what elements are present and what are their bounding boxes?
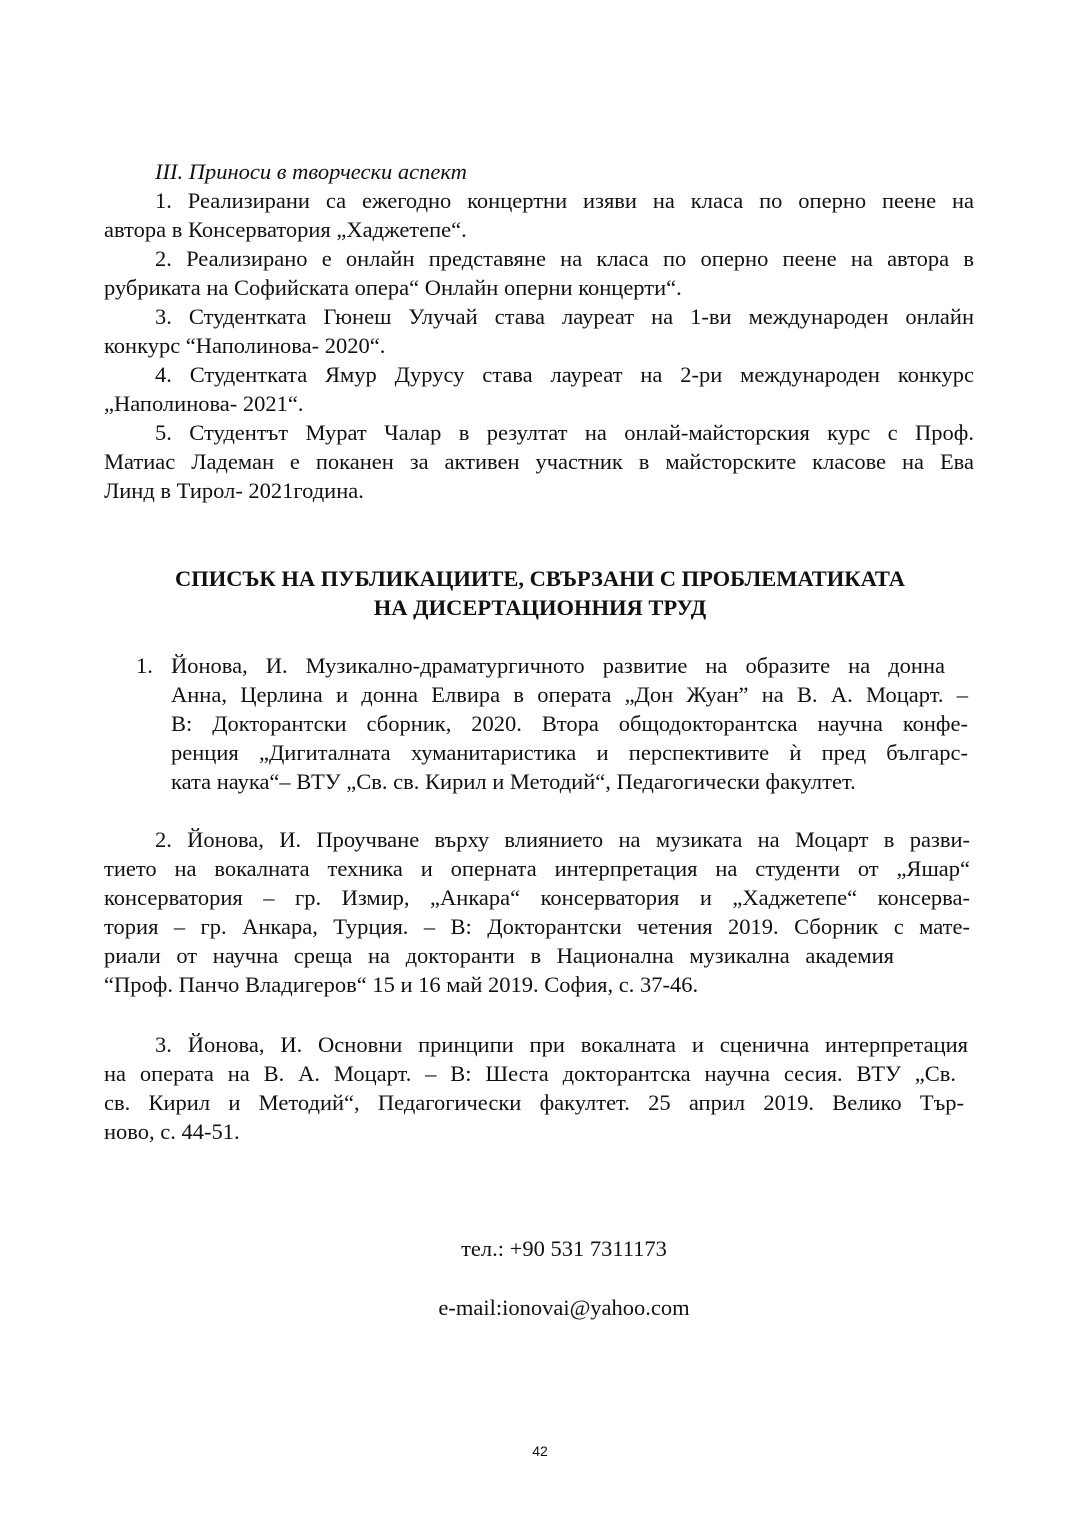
contribution-2-line-1: 2. Реализирано е онлайн представяне на класа по оперно пеене на автора в — [155, 246, 974, 271]
contribution-5-line-1: 5. Студентът Мурат Чалар в резултат на онлай-майсторския курс с Проф. — [155, 420, 974, 445]
publication-2-line-5: риали от научна среща на докторанти в Национална музикална академия — [104, 943, 894, 968]
contribution-1-line-2: автора в Консерватория „Хаджетепе“. — [104, 217, 467, 242]
contribution-3-line-2: конкурс “Наполинова- 2020“. — [104, 333, 386, 358]
contribution-4-line-1: 4. Студентката Ямур Дурусу става лауреат на 2-ри международен конкурс — [155, 362, 974, 387]
publications-title-line-1: СПИСЪК НА ПУБЛИКАЦИИТЕ, СВЪРЗАНИ С ПРОБЛЕМАТИКАТА — [174, 566, 906, 591]
publication-3-line-1: 3. Йонова, И. Основни принципи при вокалната и сценична интерпретация — [155, 1032, 968, 1057]
publication-1-line-3: В: Докторантски сборник, 2020. Втора общодокторантска научна конфе- — [171, 711, 968, 736]
publication-3-line-4: ново, с. 44-51. — [104, 1119, 240, 1144]
publication-1-line-1: Йонова, И. Музикално-драматургичното развитие на образите на донна — [171, 653, 945, 678]
publication-2-line-6: “Проф. Панчо Владигеров“ 15 и 16 май 2019. София, с. 37-46. — [104, 972, 699, 997]
publication-2-line-2: тието на вокалната техника и оперната интерпретация на студенти от „Яшар“ — [104, 856, 970, 881]
publication-3-line-3: св. Кирил и Методий“, Педагогически факултет. 25 април 2019. Велико Тър- — [104, 1090, 964, 1115]
publication-2-line-3: консерватория – гр. Измир, „Анкара“ консерватория и „Хаджетепе“ консерва- — [104, 885, 970, 910]
contribution-2-line-2: рубриката на Софийската опера“ Онлайн оперни концерти“. — [104, 275, 682, 300]
contribution-3-line-1: 3. Студентката Гюнеш Улучай става лауреат на 1-ви международен онлайн — [155, 304, 974, 329]
contribution-4-line-2: „Наполинова- 2021“. — [104, 391, 304, 416]
publication-2-line-1: 2. Йонова, И. Проучване върху влиянието на музиката на Моцарт в разви- — [155, 827, 970, 852]
publications-title-line-2: НА ДИСЕРТАЦИОННИЯ ТРУД — [373, 595, 707, 620]
publication-3-line-2: на операта на В. А. Моцарт. – В: Шеста докторантска научна сесия. ВТУ „Св. — [104, 1061, 956, 1086]
publication-1-line-5: ката наука“– ВТУ „Св. св. Кирил и Методий“, Педагогически факултет. — [171, 769, 856, 794]
section-heading: III. Приноси в творчески аспект — [155, 159, 467, 184]
contribution-1-line-1: 1. Реализирани са ежегодно концертни изяви на класа по оперно пеене на — [155, 188, 974, 213]
publication-1-line-4: ренция „Дигиталната хуманитаристика и перспективите ѝ пред българс- — [171, 740, 968, 765]
contribution-5-line-2: Матиас Ладеман е поканен за активен участник в майсторските класове на Ева — [104, 449, 974, 474]
page-number: 42 — [532, 1443, 548, 1459]
publication-1-number: 1. — [136, 653, 153, 678]
publication-2-line-4: тория – гр. Анкара, Турция. – В: Докторантски четения 2019. Сборник с мате- — [104, 914, 970, 939]
publication-1-line-2: Анна, Церлина и донна Елвира в операта „Дон Жуан” на В. А. Моцарт. – — [171, 682, 968, 707]
contribution-5-line-3: Линд в Тирол- 2021година. — [104, 478, 364, 503]
contact-phone: тел.: +90 531 7311173 — [461, 1236, 667, 1261]
contact-email: e-mail:ionovai@yahoo.com — [438, 1295, 690, 1320]
